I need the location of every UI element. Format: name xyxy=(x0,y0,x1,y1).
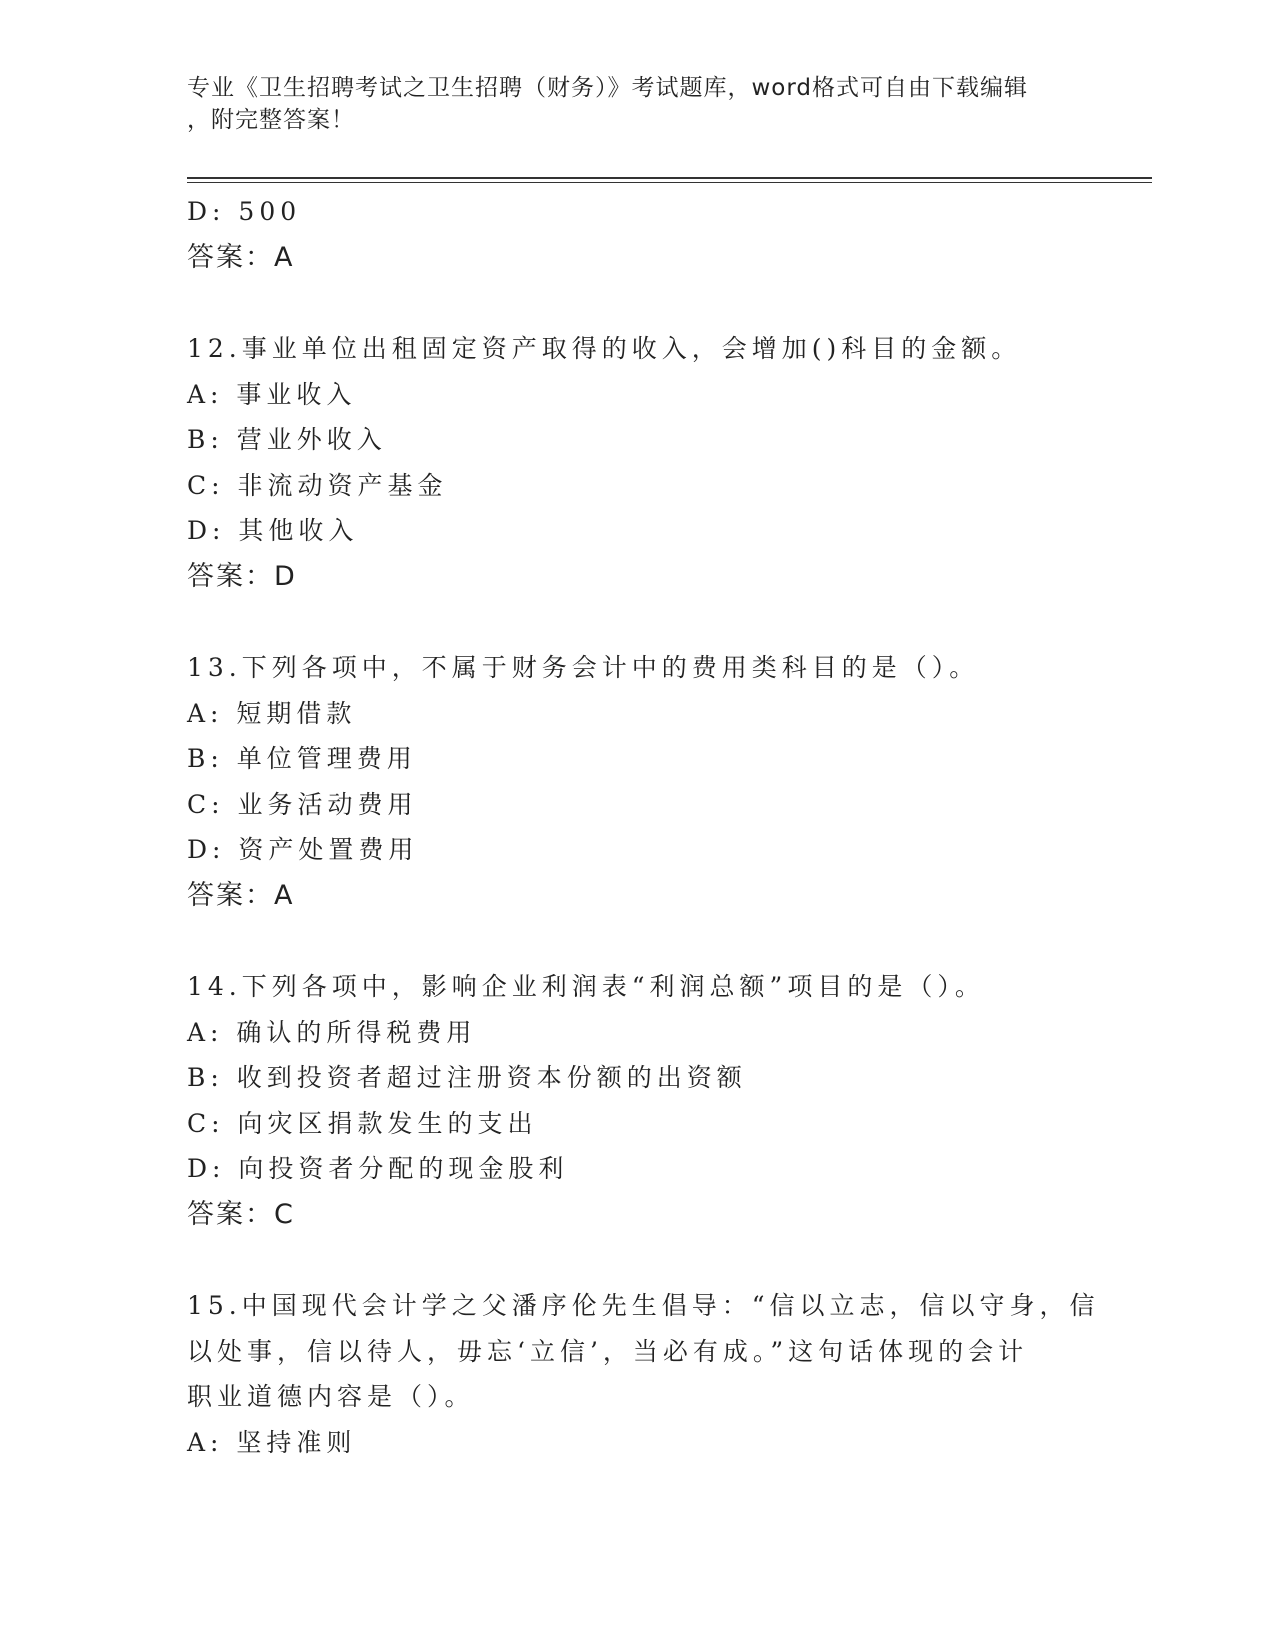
header-divider xyxy=(187,177,1152,179)
question-stem: 12.事业单位出租固定资产取得的收入，会增加()科目的金额。 xyxy=(187,334,1022,363)
answer-label: 答案：C xyxy=(187,1198,295,1230)
header-line-1: 专业《卫生招聘考试之卫生招聘（财务）》考试题库，word格式可自由下载编辑 xyxy=(187,75,1029,101)
question-14 xyxy=(187,964,1087,1237)
spacer xyxy=(187,599,1087,645)
option-a: A: 坚持准则 xyxy=(187,1427,357,1457)
option-a: A: 确认的所得税费用 xyxy=(187,1017,477,1047)
question-13 xyxy=(187,645,1087,918)
header-divider-thin xyxy=(187,182,1152,183)
option-b: B: 收到投资者超过注册资本份额的出资额 xyxy=(187,1063,747,1092)
option-d: D: 资产处置费用 xyxy=(187,835,419,864)
option-d: D: 其他收入 xyxy=(187,516,359,545)
option-b: B: 单位管理费用 xyxy=(187,744,417,773)
option-c: C: 业务活动费用 xyxy=(187,789,418,819)
question-15 xyxy=(187,1283,1100,1465)
answer-label: 答案：A xyxy=(187,241,295,273)
question-stem: 13.下列各项中，不属于财务会计中的费用类科目的是（）。 xyxy=(187,653,980,682)
option-d: D: 向投资者分配的现金股利 xyxy=(187,1154,569,1183)
spacer xyxy=(187,918,1087,964)
question-11-tail xyxy=(187,189,1087,280)
option-a: A: 事业收入 xyxy=(187,379,357,409)
answer-label: 答案：A xyxy=(187,879,295,911)
spacer xyxy=(187,1237,1087,1283)
option-d: D: 500 xyxy=(187,197,302,226)
question-stem: 14.下列各项中，影响企业利润表“利润总额”项目的是（）。 xyxy=(187,972,985,1001)
question-list xyxy=(187,189,1100,1465)
option-a: A: 短期借款 xyxy=(187,698,357,728)
document-header xyxy=(187,72,1067,136)
question-stem-line-3: 职业道德内容是（）。 xyxy=(187,1382,475,1411)
option-b: B: 营业外收入 xyxy=(187,425,387,454)
question-stem-line-2: 以处事，信以待人，毋忘‘立信’，当必有成。”这句话体现的会计 xyxy=(187,1336,1029,1366)
header-line-2: ，附完整答案！ xyxy=(187,107,355,133)
question-12 xyxy=(187,326,1087,599)
option-c: C: 向灾区捐款发生的支出 xyxy=(187,1108,538,1138)
option-c: C: 非流动资产基金 xyxy=(187,470,448,500)
spacer xyxy=(187,280,1087,326)
answer-label: 答案：D xyxy=(187,560,297,592)
question-stem-line-1: 15.中国现代会计学之父潘序伦先生倡导：“信以立志，信以守身，信 xyxy=(187,1291,1100,1320)
